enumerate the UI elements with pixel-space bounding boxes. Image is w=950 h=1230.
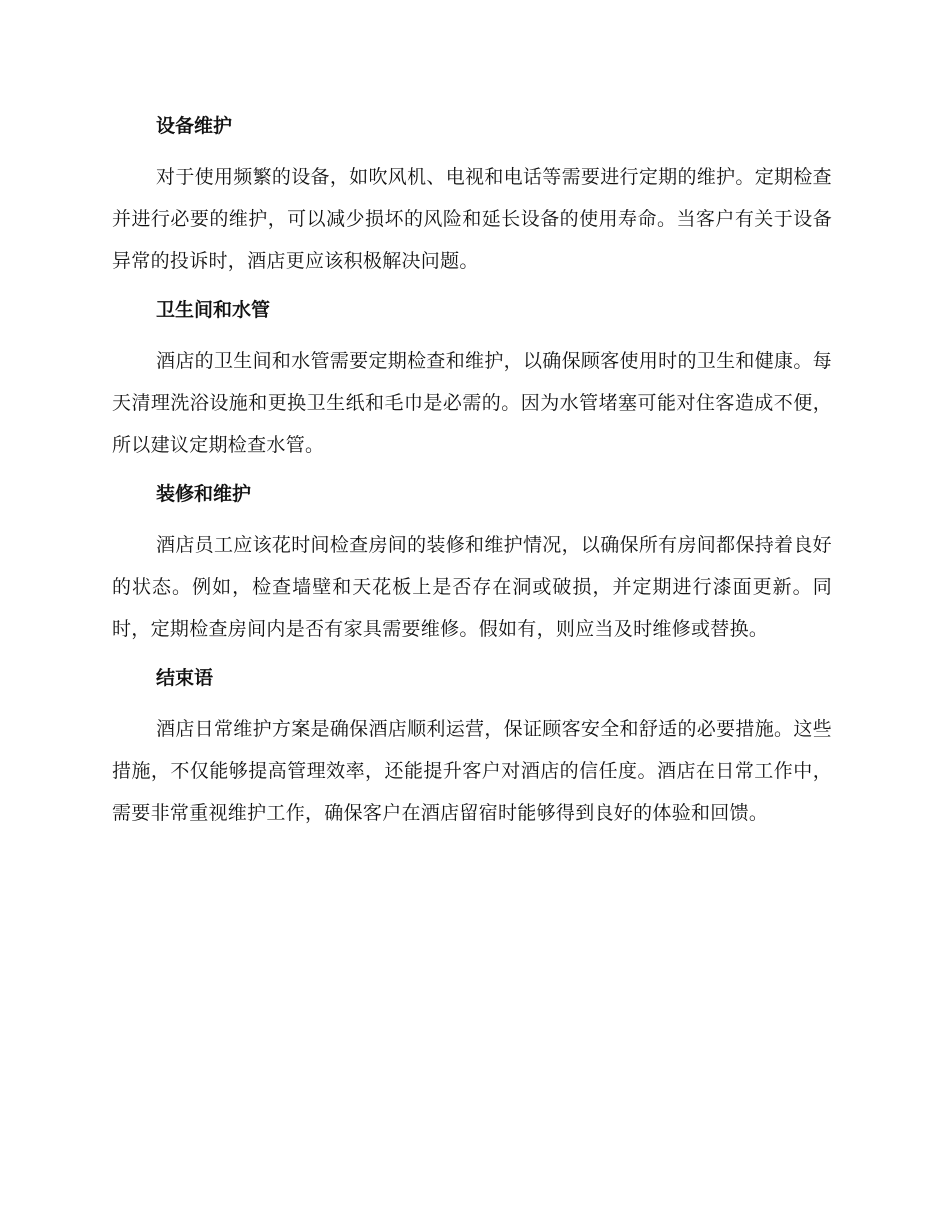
section-paragraph: 酒店日常维护方案是确保酒店顺利运营，保证顾客安全和舒适的必要措施。这些措施，不仅能够提高管理效率，还能提升客户对酒店的信任度。酒店在日常工作中，需要非常重视维护工作，确保客户在酒店留宿时能够得到良好的体验和回馈。	[112, 718, 832, 824]
section-decoration-maintenance	[112, 476, 832, 650]
section-equipment-maintenance	[112, 108, 832, 282]
section-heading: 装修和维护	[156, 483, 252, 505]
section-heading: 卫生间和水管	[156, 299, 271, 321]
section-bathroom-plumbing	[112, 292, 832, 466]
section-heading: 结束语	[156, 667, 214, 689]
section-paragraph: 酒店的卫生间和水管需要定期检查和维护，以确保顾客使用时的卫生和健康。每天清理洗浴设施和更换卫生纸和毛巾是必需的。因为水管堵塞可能对住客造成不便，所以建议定期检查水管。	[112, 350, 832, 456]
section-paragraph: 酒店员工应该花时间检查房间的装修和维护情况，以确保所有房间都保持着良好的状态。例如，检查墙壁和天花板上是否存在洞或破损，并定期进行漆面更新。同时，定期检查房间内是否有家具需要维修。假如有，则应当及时维修或替换。	[112, 534, 832, 640]
document-page	[112, 108, 832, 844]
section-conclusion	[112, 660, 832, 834]
section-paragraph: 对于使用频繁的设备，如吹风机、电视和电话等需要进行定期的维护。定期检查并进行必要的维护，可以减少损坏的风险和延长设备的使用寿命。当客户有关于设备异常的投诉时，酒店更应该积极解决问题。	[112, 166, 832, 272]
section-heading: 设备维护	[156, 115, 233, 137]
